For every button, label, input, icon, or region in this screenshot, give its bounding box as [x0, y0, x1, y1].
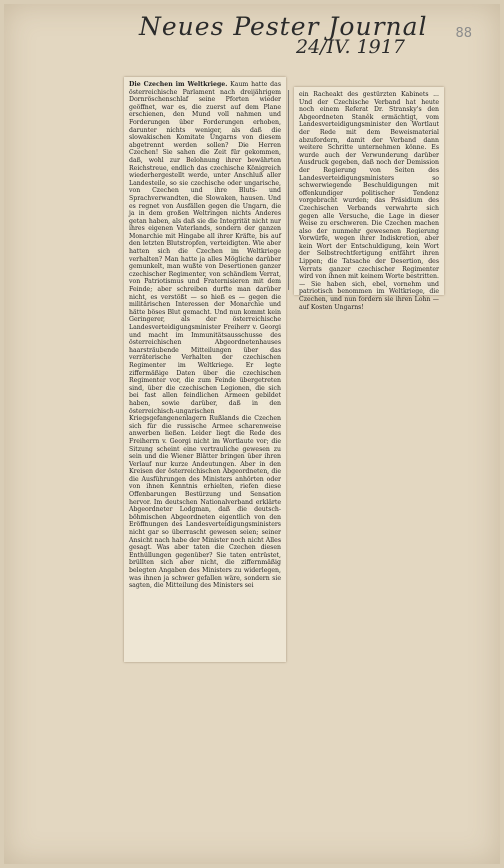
article-headline: Die Czechen im Weltkriege. — [129, 81, 228, 88]
newspaper-clipping-column-1 — [124, 77, 286, 662]
article-text-col1: Kaum hatte das österreichische Parlament nach dreijährigem Dornröschenschlaf seine Pforten wieder geöffnet, war es, die zuerst auf dem Plane erschienen, den Mund voll nahmen und Forderungen über Forderungen erhoben, darunter nichts weniger, als daß die slowakischen Komitate Ungarns von diesem abgetrennt werden sollen? Die Herren Czechen! Sie sahen die Zeit für gekommen, daß, wohl zur Belohnung ihrer bewährten Reichstreue, endlich das czechische Königreich wiederhergestellt werde, unter Anschluß aller Landesteile, so sie czechische oder ungarische, von Czechen und ihre Bluts- und Sprachverwandten, die Slowaken, hausen. Und es regnet von Ausfällen gegen die Ungarn, die ja in dem großen Weltringen nichts Anderes getan haben, als daß sie die Integrität nicht nur ihres eigenen Vaterlands, sondern der ganzen Monarchie mit Hingabe all ihrer Kräfte, bis auf den letzten Blutstropfen, verteidigten. Wie aber hatten sich die Czechen im Weltkriege verhalten? Man hatte ja alles Mögliche darüber gemunkelt, man wußte von Desertionen ganzer czechischer Regimenter, von schändlem Verrat, von Patriotismus und Fraternisieren mit dem Feinde; aber schreiben durfte man darüber nicht, es verstößt — so hieß es — gegen die militärischen Interessen der Monarchie und hätte böses Blut gemacht. Und nun kommt kein Geringerer, als der österreichische Landesverteidigungsminister Freiherr v. Georgi und macht im Immunitätsausschusse des österreichischen Abgeordnetenhauses haarsträubende Mitteilungen über das verräterische Verhalten der czechischen Regimenter im Weltkriege. Er legte ziffermäßige Daten über die czechischen Regimenter vor, die zum Feinde übergetreten sind, über die czechischen Legionen, die sich bei fast allen feindlichen Armeen gebildet haben, sowie darüber, daß in den österreichisch-ungarischen Kriegsgefangenenlagern Rußlands die Czechen sich für die russische Armee scharenweise anwerben ließen. Leider liegt die Rede des Freiherrn v. Georgi nicht im Wortlaute vor; die Sitzung scheint eine vertrauliche gewesen zu sein und die Wiener Blätter bringen über ihren Verlauf nur kurze Andeutungen. Aber in den Kreisen der österreichischen Abgeordneten, die die Ausführungen des Ministers anhörten oder von ihnen Kenntnis erhielten, riefen diese Offenbarungen Bestürzung und Sensation hervor. Im deutschen Nationalverband erklärte Abgeordneter Lodgman, daß die deutsch-böhmischen Abgeordneten eigentlich von den Eröffnungen des Landesverteidigungsministers nicht gar so überrascht gewesen seien; seiner Ansicht nach habe der Minister noch nicht Alles gesagt. Was aber taten die Czechen diesen Enthüllungen gegenüber? Sie taten entrüstet, brüllten sich aber nicht, die ziffernmäßig belegten Angaben des Ministers zu widerlegen, was ihnen ja schwer gefallen wäre, sondern sie sagten, die Mitteilung des Ministers sei — [129, 81, 281, 590]
pencil-bracket-mark — [288, 90, 293, 290]
article-body-col1 — [129, 81, 281, 590]
handwritten-date: 24/IV. 1917 — [296, 36, 405, 58]
newspaper-clipping-column-2 — [294, 87, 444, 311]
handwritten-source: Neues Pester Journal — [139, 12, 428, 41]
article-text-col2: ein Racheakt des gestürzten Kabinets ... Und der Czechische Verband hat heute noch einem Referat Dr. Stransky's den Abgeordneten Staněk ermächtigt, vom Landesverteidigungsminister den Wortlaut der Rede mit dem Beweismaterial abzufordern, damit der Verband dann weitere Schritte unternehmen könne. Es wurde auch der Verwunderung darüber Ausdruck gegeben, daß noch der Demission der Regierung von Seiten des Landesverteidigungsministers so schwerwiegende Beschuldigungen mit offenkundiger politischer Tendenz vorgebracht wurden; das Präsidium des Czechischen Verbands verwahrte sich gegen alle Versuche, die Lage in dieser Weise zu erschweren. Die Czechen machen also der nunmehr gewesenen Regierung Vorwürfe, wegen ihrer Indiskretion, aber kein Wort der Entschuldigung, kein Wort der Selbstrechtfertigung entfährt ihren Lippen; die Tatsache der Desertion, des Verrats ganzer czechischer Regimenter wird von ihnen mit keinem Worte bestritten. — Sie haben sich, ebel, vornehm und patriotisch benommen im Weltkriege, die Czechen, und nun fordern sie ihren Lohn — auf Kosten Ungarns! — [299, 91, 439, 311]
archive-sheet — [4, 4, 500, 864]
page-number: 88 — [455, 26, 472, 41]
